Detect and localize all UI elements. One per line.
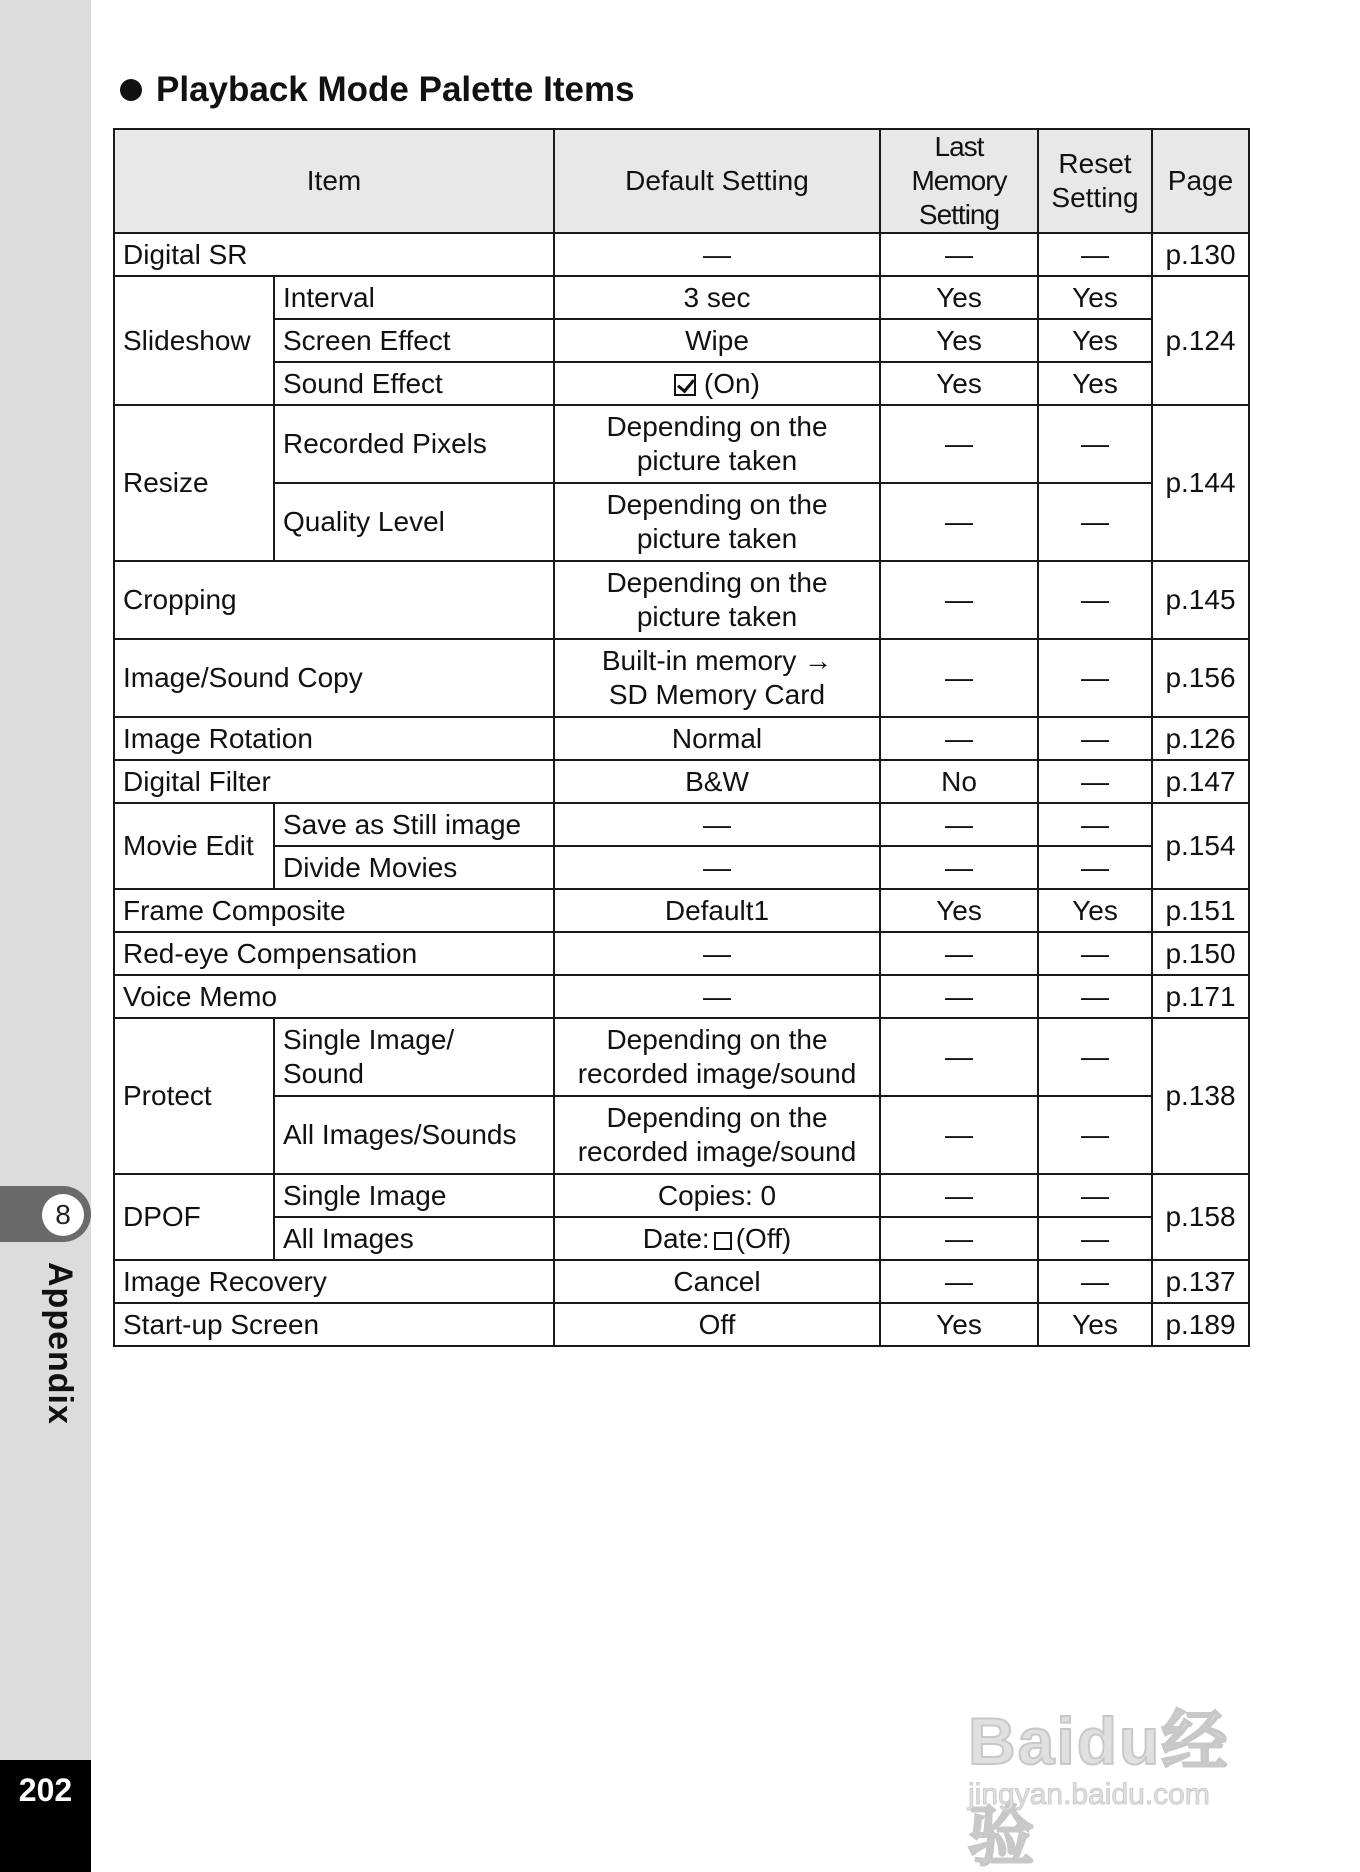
default-cell: Depending on the picture taken (554, 405, 880, 483)
reset-cell: — (1038, 932, 1152, 975)
item-cell: Movie Edit (114, 803, 274, 889)
item-cell: Red-eye Compensation (114, 932, 554, 975)
default-cell: Depending on the picture taken (554, 561, 880, 639)
default-cell: — (554, 932, 880, 975)
reset-cell: — (1038, 561, 1152, 639)
default-cell: 3 sec (554, 276, 880, 319)
table-row (114, 803, 1249, 846)
last-memory-cell: Yes (880, 1303, 1038, 1346)
page-cell: p.137 (1152, 1260, 1249, 1303)
table-row (114, 1260, 1249, 1303)
reset-cell: — (1038, 405, 1152, 483)
page-cell: p.156 (1152, 639, 1249, 717)
bullet-icon (120, 79, 142, 101)
side-band (0, 0, 91, 1872)
page-cell: p.189 (1152, 1303, 1249, 1346)
reset-cell: — (1038, 483, 1152, 561)
item-cell: DPOF (114, 1174, 274, 1260)
page-cell: p.154 (1152, 803, 1249, 889)
page-number: 202 (18, 1772, 73, 1808)
reset-cell: Yes (1038, 362, 1152, 405)
default-cell: Depending on the recorded image/sound (554, 1096, 880, 1174)
header-reset-setting: Reset Setting (1038, 129, 1152, 233)
default-cell: Depending on the picture taken (554, 483, 880, 561)
page-cell: p.126 (1152, 717, 1249, 760)
item-cell: Digital Filter (114, 760, 554, 803)
checkbox-empty-icon (714, 1232, 732, 1250)
item-cell: Image Recovery (114, 1260, 554, 1303)
table-row (114, 483, 1249, 561)
header-item: Item (114, 129, 554, 233)
last-memory-cell: — (880, 846, 1038, 889)
last-memory-cell: — (880, 1217, 1038, 1260)
last-memory-cell: — (880, 233, 1038, 276)
reset-cell: — (1038, 233, 1152, 276)
page-cell: p.171 (1152, 975, 1249, 1018)
header-row (114, 129, 1249, 233)
reset-cell: — (1038, 803, 1152, 846)
reset-cell: — (1038, 846, 1152, 889)
checkbox-checked-icon (674, 374, 696, 396)
sub-item-cell: Divide Movies (274, 846, 554, 889)
table-row (114, 1217, 1249, 1260)
last-memory-cell: — (880, 1096, 1038, 1174)
chapter-label: Appendix (41, 1262, 79, 1425)
item-cell: Start-up Screen (114, 1303, 554, 1346)
watermark-url: jingyan.baidu.com (968, 1778, 1210, 1811)
default-cell: Wipe (554, 319, 880, 362)
page-cell: p.124 (1152, 276, 1249, 405)
table-row (114, 319, 1249, 362)
sub-item-cell: All Images/Sounds (274, 1096, 554, 1174)
item-cell: Frame Composite (114, 889, 554, 932)
last-memory-cell: — (880, 803, 1038, 846)
last-memory-cell: Yes (880, 276, 1038, 319)
sub-item-cell: Single Image/ Sound (274, 1018, 554, 1096)
default-cell: Cancel (554, 1260, 880, 1303)
default-cell: Depending on the recorded image/sound (554, 1018, 880, 1096)
reset-cell: — (1038, 1174, 1152, 1217)
palette-table (113, 128, 1250, 1347)
table-row (114, 932, 1249, 975)
reset-cell: Yes (1038, 276, 1152, 319)
item-cell: Image Rotation (114, 717, 554, 760)
reset-cell: Yes (1038, 319, 1152, 362)
page-cell: p.158 (1152, 1174, 1249, 1260)
last-memory-cell: — (880, 1018, 1038, 1096)
watermark (960, 1660, 1290, 1872)
sub-item-cell: Quality Level (274, 483, 554, 561)
default-cell: Date: (Off) (554, 1217, 880, 1260)
item-cell: Digital SR (114, 233, 554, 276)
last-memory-cell: Yes (880, 362, 1038, 405)
sub-item-cell: All Images (274, 1217, 554, 1260)
default-cell: Built-in memory → SD Memory Card (554, 639, 880, 717)
last-memory-cell: — (880, 1260, 1038, 1303)
table-row (114, 760, 1249, 803)
table-row (114, 1174, 1249, 1217)
last-memory-cell: No (880, 760, 1038, 803)
default-cell: Default1 (554, 889, 880, 932)
reset-cell: Yes (1038, 889, 1152, 932)
default-cell: — (554, 846, 880, 889)
page-cell: p.147 (1152, 760, 1249, 803)
table-row (114, 233, 1249, 276)
sub-item-cell: Single Image (274, 1174, 554, 1217)
default-cell: Copies: 0 (554, 1174, 880, 1217)
last-memory-cell: — (880, 561, 1038, 639)
last-memory-cell: Yes (880, 319, 1038, 362)
last-memory-cell: — (880, 483, 1038, 561)
default-cell: Normal (554, 717, 880, 760)
page-cell: p.145 (1152, 561, 1249, 639)
table-row (114, 639, 1249, 717)
last-memory-cell: — (880, 639, 1038, 717)
reset-cell: — (1038, 760, 1152, 803)
item-cell: Protect (114, 1018, 274, 1174)
reset-cell: — (1038, 639, 1152, 717)
reset-cell: — (1038, 1018, 1152, 1096)
page-cell: p.138 (1152, 1018, 1249, 1174)
section-title (120, 70, 635, 110)
page-cell: p.151 (1152, 889, 1249, 932)
table-row (114, 1303, 1249, 1346)
section-title-text: Playback Mode Palette Items (156, 70, 635, 109)
item-cell: Cropping (114, 561, 554, 639)
sub-item-cell: Sound Effect (274, 362, 554, 405)
table-row (114, 405, 1249, 483)
last-memory-cell: Yes (880, 889, 1038, 932)
table-row (114, 889, 1249, 932)
reset-cell: — (1038, 1217, 1152, 1260)
table-row (114, 846, 1249, 889)
sub-item-cell: Save as Still image (274, 803, 554, 846)
chapter-number: 8 (42, 1194, 84, 1236)
reset-cell: — (1038, 975, 1152, 1018)
reset-cell: — (1038, 1260, 1152, 1303)
table-row (114, 1018, 1249, 1096)
table-row (114, 1096, 1249, 1174)
default-cell: — (554, 803, 880, 846)
sub-item-cell: Interval (274, 276, 554, 319)
table-row (114, 276, 1249, 319)
watermark-logo: Baidu经验 (968, 1704, 1230, 1872)
default-cell: (On) (554, 362, 880, 405)
header-last-memory: Last Memory Setting (880, 129, 1038, 233)
page-cell: p.150 (1152, 932, 1249, 975)
last-memory-cell: — (880, 717, 1038, 760)
table-row (114, 975, 1249, 1018)
default-cell: — (554, 975, 880, 1018)
last-memory-cell: — (880, 975, 1038, 1018)
sub-item-cell: Recorded Pixels (274, 405, 554, 483)
item-cell: Voice Memo (114, 975, 554, 1018)
default-cell: — (554, 233, 880, 276)
page-cell: p.144 (1152, 405, 1249, 561)
item-cell: Slideshow (114, 276, 274, 405)
sub-item-cell: Screen Effect (274, 319, 554, 362)
default-cell: Off (554, 1303, 880, 1346)
table-row (114, 561, 1249, 639)
last-memory-cell: — (880, 932, 1038, 975)
table-row (114, 362, 1249, 405)
default-cell: B&W (554, 760, 880, 803)
reset-cell: — (1038, 717, 1152, 760)
last-memory-cell: — (880, 1174, 1038, 1217)
header-page: Page (1152, 129, 1249, 233)
page-cell: p.130 (1152, 233, 1249, 276)
last-memory-cell: — (880, 405, 1038, 483)
header-default-setting: Default Setting (554, 129, 880, 233)
table-row (114, 717, 1249, 760)
reset-cell: Yes (1038, 1303, 1152, 1346)
reset-cell: — (1038, 1096, 1152, 1174)
item-cell: Image/Sound Copy (114, 639, 554, 717)
item-cell: Resize (114, 405, 274, 561)
